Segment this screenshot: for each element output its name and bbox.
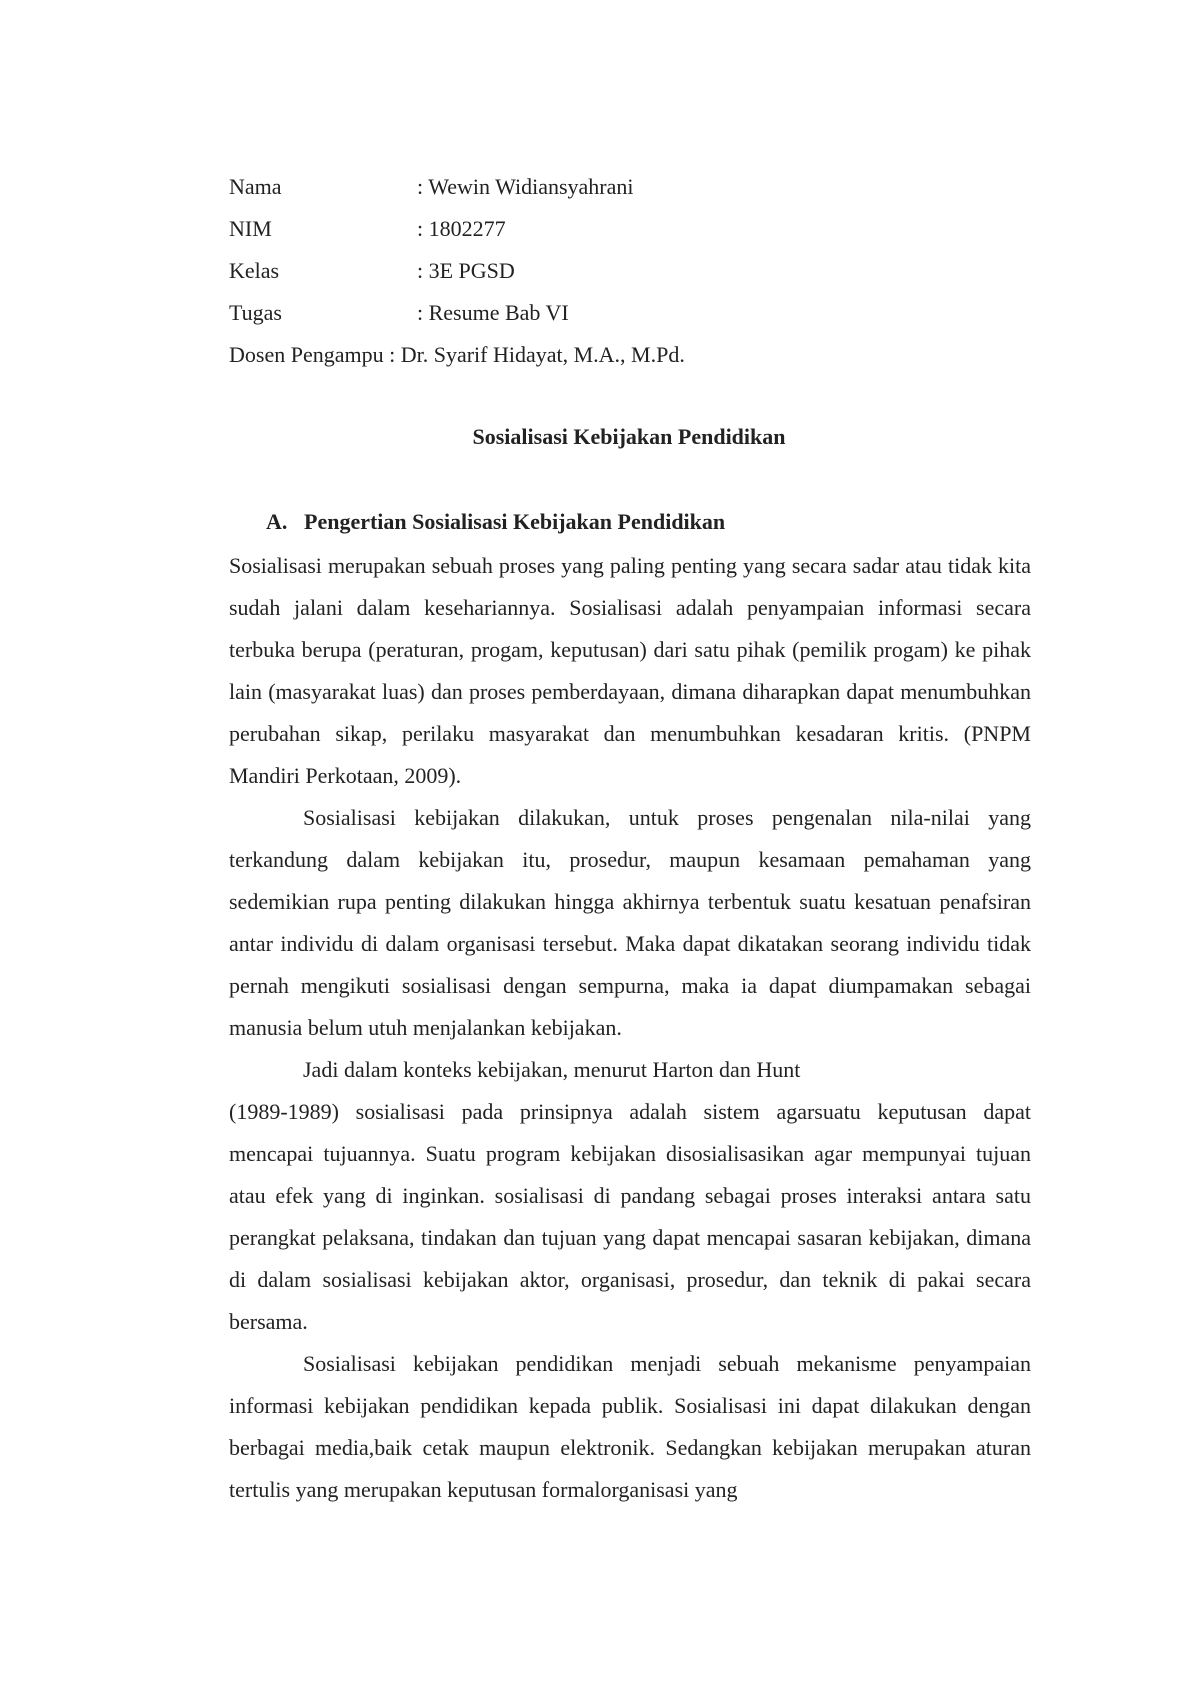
info-label: NIM bbox=[229, 216, 272, 241]
paragraph: Sosialisasi merupakan sebuah proses yang paling penting yang secara sadar atau tidak kita sudah jalani dalam kesehariannya. Sosialisasi adalah penyampaian informasi secara terbuka berupa (peraturan, progam, keputusan) dari satu pihak (pemilik progam) ke pihak lain (masyarakat luas) dan proses pemberdayaan, dimana diharapkan dapat menumbuhkan perubahan sikap, perilaku masyarakat dan menumbuhkan kesadaran kritis. (PNPM Mandiri Perkotaan, 2009). bbox=[229, 553, 1031, 788]
info-value: : 3E PGSD bbox=[417, 258, 515, 283]
info-value: : 1802277 bbox=[417, 216, 506, 241]
info-value: : Wewin Widiansyahrani bbox=[417, 174, 634, 199]
body-text bbox=[229, 545, 1031, 1511]
info-value: : Resume Bab VI bbox=[417, 300, 569, 325]
info-row-tugas bbox=[229, 292, 1029, 334]
info-label: Kelas bbox=[229, 258, 280, 283]
document-title: Sosialisasi Kebijakan Pendidikan bbox=[472, 424, 786, 449]
info-label: Dosen Pengampu bbox=[229, 342, 384, 367]
paragraph: Sosialisasi kebijakan dilakukan, untuk proses pengenalan nila-nilai yang terkandung dalam kebijakan itu, prosedur, maupun kesamaan pemahaman yang sedemikian rupa penting dilakukan hingga akhirnya terbentuk suatu kesatuan penafsiran antar individu di dalam organisasi tersebut. Maka dapat dikatakan seorang individu tidak pernah mengikuti sosialisasi dengan sempurna, maka ia dapat diumpamakan sebagai manusia belum utuh menjalankan kebijakan. bbox=[229, 805, 1031, 1040]
info-row-nim bbox=[229, 208, 1029, 250]
section-heading bbox=[266, 505, 725, 539]
info-row-kelas bbox=[229, 250, 1029, 292]
section-title: Pengertian Sosialisasi Kebijakan Pendidikan bbox=[304, 509, 726, 534]
paragraph: Sosialisasi kebijakan pendidikan menjadi sebuah mekanisme penyampaian informasi kebijakan pendidikan kepada publik. Sosialisasi ini dapat dilakukan dengan berbagai media,baik cetak maupun elektronik. Sedangkan kebijakan merupakan aturan tertulis yang merupakan keputusan formalorganisasi yang bbox=[229, 1351, 1031, 1502]
info-value: : Dr. Syarif Hidayat, M.A., M.Pd. bbox=[383, 342, 685, 367]
info-row-nama bbox=[229, 166, 1029, 208]
info-label: Tugas bbox=[229, 300, 282, 325]
info-label: Nama bbox=[229, 174, 282, 199]
section-number: A. bbox=[266, 509, 288, 534]
info-row-dosen bbox=[229, 334, 1029, 376]
student-info bbox=[229, 166, 1029, 376]
paragraph: (1989-1989) sosialisasi pada prinsipnya adalah sistem agarsuatu keputusan dapat mencapai tujuannya. Suatu program kebijakan disosialisasikan agar mempunyai tujuan atau efek yang di inginkan. sosialisasi di pandang sebagai proses interaksi antara satu perangkat pelaksana, tindakan dan tujuan yang dapat mencapai sasaran kebijakan, dimana di dalam sosialisasi kebijakan aktor, organisasi, prosedur, dan teknik di pakai secara bersama. bbox=[229, 1099, 1031, 1334]
paragraph: Jadi dalam konteks kebijakan, menurut Harton dan Hunt bbox=[303, 1057, 801, 1082]
